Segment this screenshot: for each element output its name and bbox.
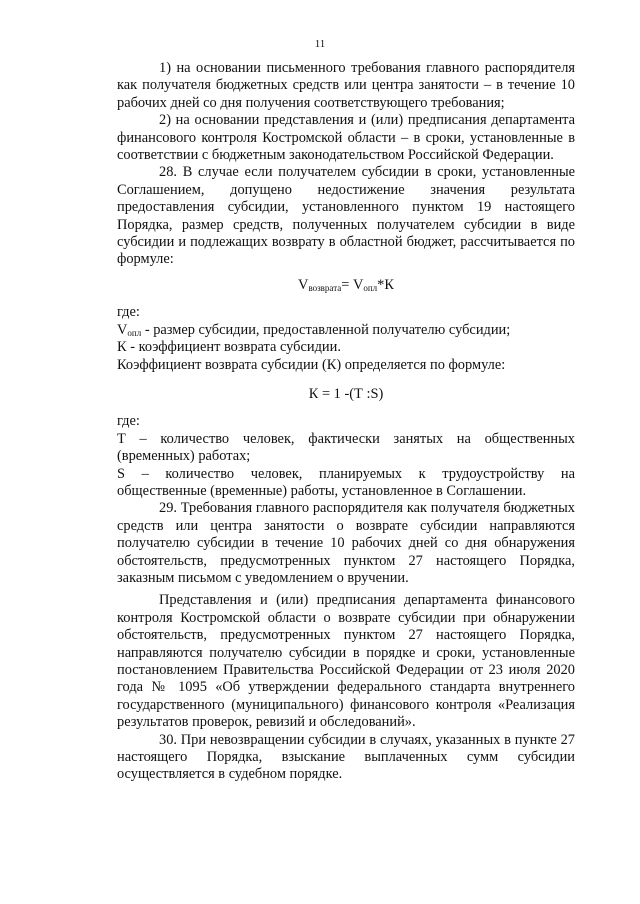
- paragraph-29-continued: Представления и (или) предписания департамента финансового контроля Костромской области о возврате субсидии при обнаружении обстоятельств, предусмотренных пунктом 27 настоящего Порядка, направляются получателю субсидии в порядке и сроки, установленные постановлением Правительства Российской Федерации от 23 июля 2020 года № 1095 «Об утверждении федерального стандарта внутреннего государственного (муниципального) финансового контроля «Реализация результатов проверок, ревизий и обследований».: [117, 592, 575, 731]
- formula-k: К = 1 -(Т :S): [308, 385, 384, 402]
- definition-v-text: - размер субсидии, предоставленной получателю субсидии;: [141, 321, 511, 338]
- formula-v: V: [298, 276, 309, 293]
- where-label-2: где:: [117, 413, 140, 430]
- paragraph-item-2: 2) на основании представления и (или) предписания департамента финансового контроля Костромской области – в сроки, установленные в соответствии с бюджетным законодательством Российской Федерации.: [117, 112, 575, 164]
- document-body: [117, 60, 575, 784]
- paragraph-29: 29. Требования главного распорядителя как получателя бюджетных средств или центра занятости о возврате субсидии направляются получателю субсидии в течение 10 рабочих дней со дня обнаружения обстоятельств, предусмотренных пунктом 27 настоящего Порядка, заказным письмом с уведомлением о вручении.: [117, 500, 575, 586]
- definition-k: К - коэффициент возврата субсидии.: [117, 339, 341, 356]
- formula-sub-opl: опл: [363, 282, 378, 293]
- paragraph-28: 28. В случае если получателем субсидии в сроки, установленные Соглашением, допущено недостижение значения результата предоставления субсидии, установленного пунктом 19 настоящего Порядка, размер средств, полученных получателем субсидии в виде субсидии и подлежащих возврату в областной бюджет, рассчитывается по формуле:: [117, 164, 575, 268]
- formula-tail: *К: [377, 276, 394, 293]
- where-label-1: где:: [117, 304, 140, 321]
- definition-s: S – количество человек, планируемых к трудоустройству на общественные (временные) работы, установленное в Соглашении.: [117, 465, 575, 499]
- formula-sub-vozvrata: возврата: [308, 282, 342, 293]
- paragraph-item-1: 1) на основании письменного требования главного распорядителя как получателя бюджетных средств или центра занятости – в течение 10 рабочих дней со дня получения соответствующего требования;: [117, 60, 575, 111]
- definition-t: Т – количество человек, фактически занятых на общественных (временных) работах;: [117, 430, 575, 465]
- paragraph-30: 30. При невозвращении субсидии в случаях, указанных в пункте 27 настоящего Порядка, взыскание выплаченных сумм субсидии осуществляется в судебном порядке.: [117, 731, 575, 783]
- formula-eq: = V: [341, 276, 364, 293]
- k-formula-intro: Коэффициент возврата субсидии (К) определяется по формуле:: [117, 356, 506, 373]
- definition-v: [117, 322, 575, 339]
- definition-v-sub: опл: [127, 327, 142, 338]
- formula-refund: [117, 277, 575, 294]
- page-number: 11: [314, 38, 326, 50]
- definition-v-symbol: V: [117, 321, 128, 338]
